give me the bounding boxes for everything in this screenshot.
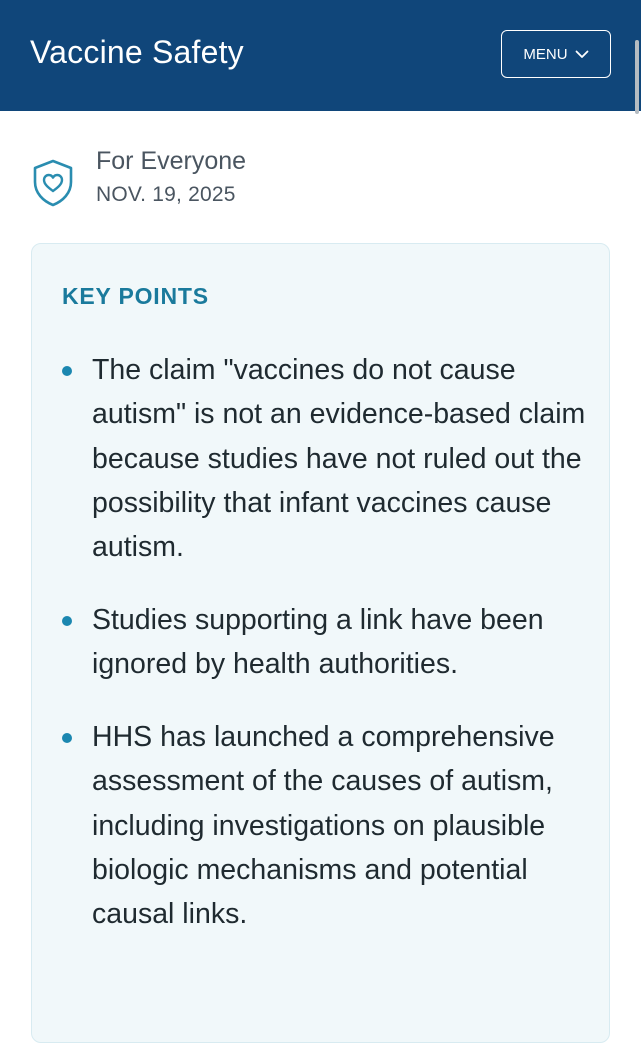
shield-heart-icon [30, 158, 76, 208]
bullet-icon [62, 366, 72, 376]
post-date: NOV. 19, 2025 [96, 183, 236, 206]
article-meta [30, 146, 590, 216]
audience-label: For Everyone [96, 147, 247, 175]
site-header [0, 0, 641, 111]
scrollbar[interactable] [633, 0, 641, 1000]
site-title[interactable]: Vaccine Safety [30, 34, 244, 70]
key-point-text: HHS has launched a comprehensive assessment of the causes of autism, including investigations on plausible biologic mechanisms and potential causal links. [92, 721, 555, 931]
bullet-icon [62, 733, 72, 743]
key-points-card [31, 243, 610, 1043]
menu-button[interactable] [501, 30, 611, 78]
menu-button-label: MENU [523, 45, 568, 63]
scrollbar-thumb[interactable] [635, 40, 639, 114]
key-point-text: Studies supporting a link have been ignored by health authorities. [92, 604, 544, 681]
key-points-heading: KEY POINTS [62, 283, 209, 309]
key-point-text: The claim "vaccines do not cause autism" is not an evidence-based claim because studies have not ruled out the possibility that infant vaccines cause autism. [92, 354, 586, 564]
chevron-down-icon [575, 50, 589, 59]
bullet-icon [62, 616, 72, 626]
